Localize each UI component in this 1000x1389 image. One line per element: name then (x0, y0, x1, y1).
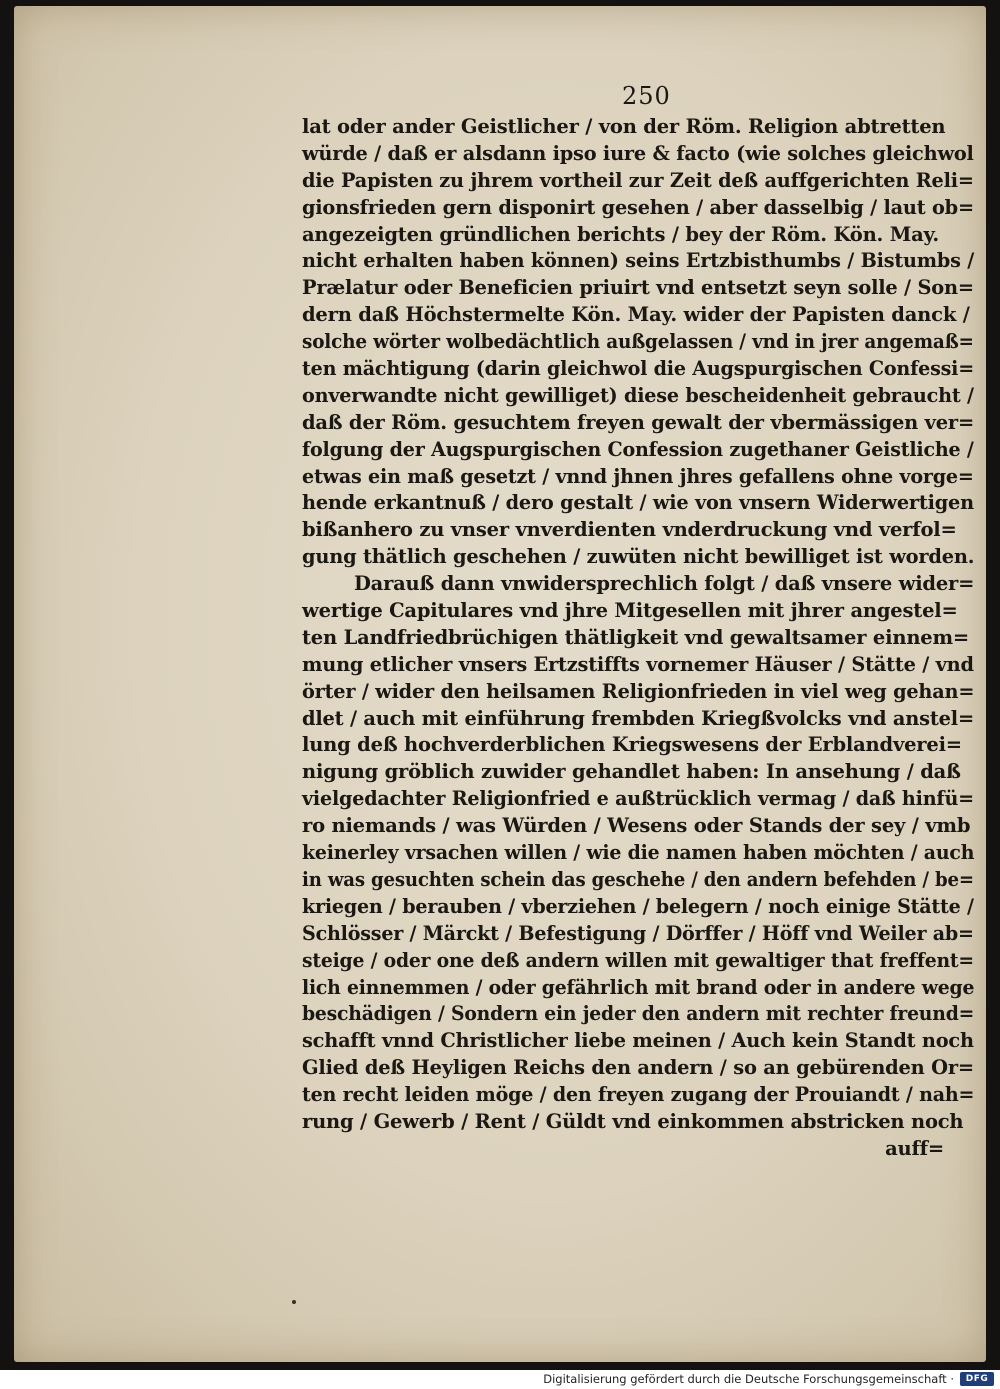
text-line: Glied deß Heyligen Reichs den andern / so an gebürenden Or= (302, 1056, 974, 1080)
text-line: solche wörter wolbedächtlich außgelassen / vnd in jrer angemaß= (302, 330, 974, 354)
text-line: ten recht leiden möge / den freyen zugang der Prouiandt / nah= (302, 1083, 975, 1107)
text-line: dlet / auch mit einführung frembden Kriegßvolcks vnd anstel= (302, 706, 974, 730)
text-line: schafft vnnd Christlicher liebe meinen / Auch kein Standt noch (302, 1029, 974, 1053)
text-line: wertige Capitulares vnd jhre Mitgesellen mit jhrer angestel= (302, 599, 958, 623)
text-line: ro niemands / was Würden / Wesens oder Stands der sey / vmb (302, 814, 971, 838)
text-line: Prælatur oder Beneficien priuirt vnd entsetzt seyn solle / Son= (302, 276, 974, 300)
text-line: bißanhero zu vnser vnverdienten vnderdruckung vnd verfol= (302, 518, 957, 542)
text-line: onverwandte nicht gewilliget) diese bescheidenheit gebraucht / (302, 383, 974, 407)
text-line: nicht erhalten haben können) seins Ertzbisthumbs / Bistumbs / (302, 249, 975, 273)
text-line: gionsfrieden gern disponirt gesehen / aber dasselbig / laut ob= (302, 195, 974, 219)
text-line: dern daß Höchstermelte Kön. May. wider der Papisten danck / (302, 303, 970, 327)
text-line: vielgedachter Religionfried e außtrücklich vermag / daß hinfü= (302, 787, 975, 811)
catchword: auff= (885, 1136, 944, 1160)
text-line: rung / Gewerb / Rent / Güldt vnd einkommen abstricken noch (302, 1109, 964, 1133)
body-text (302, 114, 974, 1163)
text-line: hende erkantnuß / dero gestalt / wie von vnsern Widerwertigen (302, 491, 974, 515)
text-line: gung thätlich geschehen / zuwüten nicht bewilliget ist worden. (302, 545, 975, 569)
text-line: mung etlicher vnsers Ertzstiffts vornemer Häuser / Stätte / vnd (302, 652, 974, 676)
text-line: kriegen / berauben / vberziehen / belegern / noch einige Stätte / (302, 894, 974, 918)
text-line: daß der Röm. gesuchtem freyen gewalt der vbermässigen ver= (302, 410, 975, 434)
text-line: Schlösser / Märckt / Befestigung / Dörffer / Höff vnd Weiler ab= (302, 921, 974, 945)
text-line: ten mächtigung (darin gleichwol die Augspurgischen Confessi= (302, 357, 975, 381)
ink-speck (292, 1300, 296, 1304)
text-line: örter / wider den heilsamen Religionfrieden in viel weg gehan= (302, 679, 975, 703)
footer-bar (0, 1370, 1000, 1389)
text-line: angezeigten gründlichen berichts / bey der Röm. Kön. May. (302, 222, 940, 246)
text-line: lung deß hochverderblichen Kriegswesens der Erblandverei= (302, 733, 962, 757)
text-line: ten Landfriedbrüchigen thätligkeit vnd gewaltsamer einnem= (302, 625, 970, 649)
text-line: würde / daß er alsdann ipso iure & facto (wie solches gleichwol (302, 141, 974, 165)
paragraph-start: Darauß dann vnwidersprechlich folgt / daß vnsere wider= (353, 572, 975, 596)
text-line: steige / oder one deß andern willen mit gewaltiger that freffent= (302, 948, 974, 972)
text-line: beschädigen / Sondern ein jeder den andern mit rechter freund= (302, 1002, 975, 1026)
text-line: folgung der Augspurgischen Confession zugethaner Geistliche / (302, 437, 974, 461)
text-line: lat oder ander Geistlicher / von der Röm. Religion abtretten (302, 115, 946, 138)
text-line: nigung gröblich zuwider gehandlet haben: In ansehung / daß (302, 760, 961, 784)
page-number: 250 (622, 82, 671, 110)
dfg-logo: DFG (960, 1372, 994, 1386)
text-line: in was gesuchten schein das geschehe / den andern befehden / be= (302, 867, 974, 891)
text-line: die Papisten zu jhrem vortheil zur Zeit deß auffgerichten Reli= (302, 168, 974, 192)
text-line: keinerley vrsachen willen / wie die namen haben möchten / auch (302, 841, 975, 865)
text-line: lich einnemmen / oder gefährlich mit brand oder in andere wege (302, 975, 975, 999)
text-line: etwas ein maß gesetzt / vnnd jhnen jhres gefallens ohne vorge= (302, 464, 974, 488)
funding-credit: Digitalisierung gefördert durch die Deutsche Forschungsgemeinschaft · (543, 1372, 954, 1386)
